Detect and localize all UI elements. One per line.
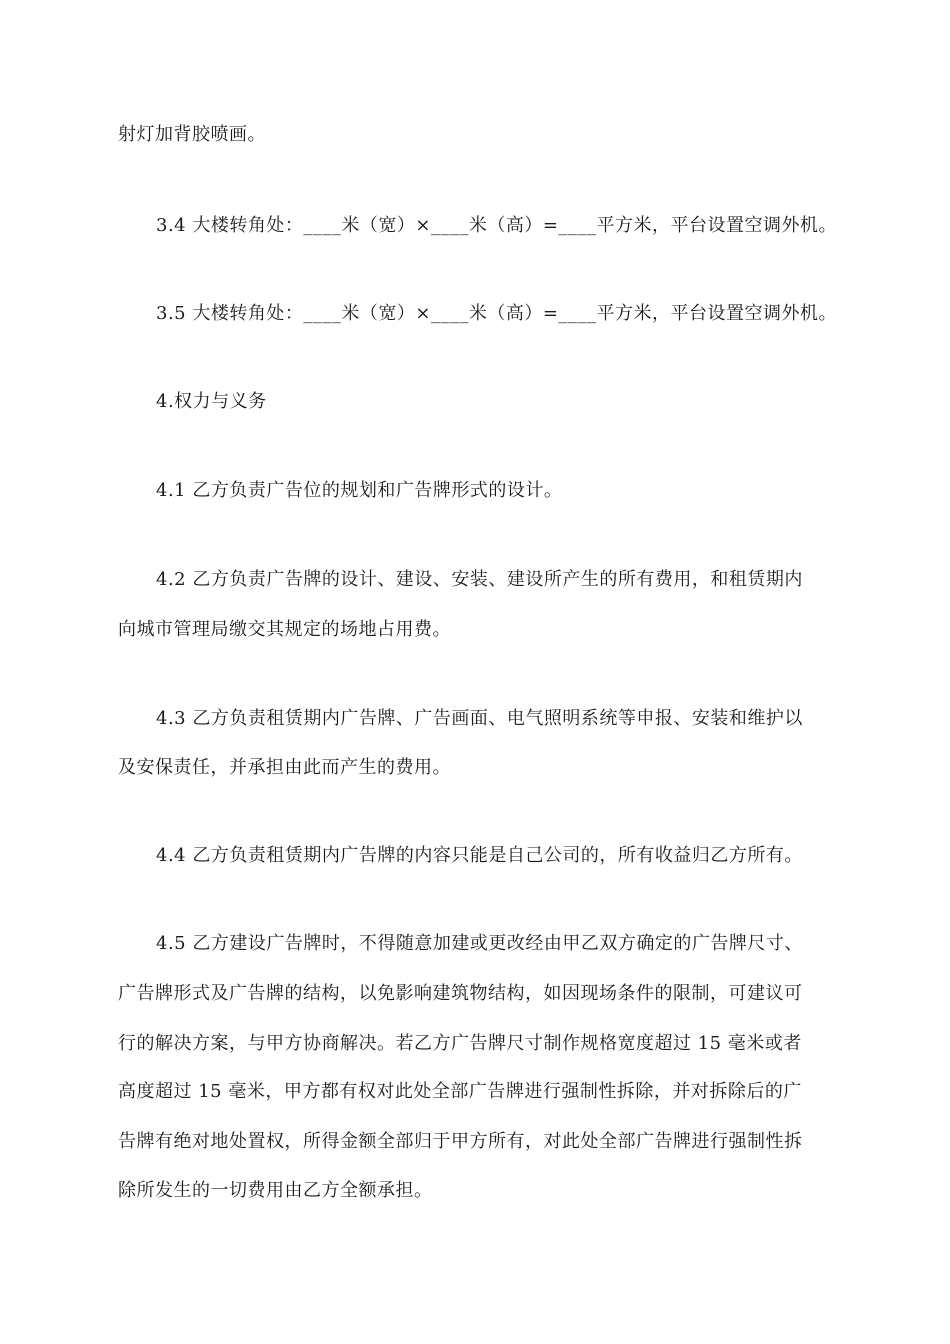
text-line: 4.5 乙方建设广告牌时，不得随意加建或更改经由甲乙双方确定的广告牌尺寸、 bbox=[156, 933, 803, 954]
text-line: 3.5 大楼转角处：____米（宽）×____米（高）=____平方米，平台设置空调外机。 bbox=[156, 303, 838, 324]
text-line: 4.3 乙方负责租赁期内广告牌、广告画面、电气照明系统等申报、安装和维护以 bbox=[156, 708, 803, 729]
text-line: 行的解决方案，与甲方协商解决。若乙方广告牌尺寸制作规格宽度超过 15 毫米或者 bbox=[118, 1033, 802, 1054]
text-line: 高度超过 15 毫米，甲方都有权对此处全部广告牌进行强制性拆除，并对拆除后的广 bbox=[118, 1081, 802, 1102]
text-line: 3.4 大楼转角处：____米（宽）×____米（高）=____平方米，平台设置空调外机。 bbox=[156, 215, 838, 236]
section-heading: 4.权力与义务 bbox=[156, 391, 267, 412]
text-line: 告牌有绝对地处置权，所得金额全部归于甲方所有，对此处全部广告牌进行强制性拆 bbox=[118, 1131, 803, 1152]
text-line: 4.1 乙方负责广告位的规划和广告牌形式的设计。 bbox=[156, 480, 563, 501]
text-line: 4.4 乙方负责租赁期内广告牌的内容只能是自己公司的，所有收益归乙方所有。 bbox=[156, 845, 803, 866]
text-line: 向城市管理局缴交其规定的场地占用费。 bbox=[118, 619, 451, 640]
text-line: 4.2 乙方负责广告牌的设计、建设、安装、建设所产生的所有费用，和租赁期内 bbox=[156, 569, 803, 590]
text-line: 除所发生的一切费用由乙方全额承担。 bbox=[118, 1180, 433, 1201]
text-line: 及安保责任，并承担由此而产生的费用。 bbox=[118, 757, 451, 778]
text-line: 射灯加背胶喷画。 bbox=[118, 124, 266, 145]
text-line: 广告牌形式及广告牌的结构，以免影响建筑物结构，如因现场条件的限制，可建议可 bbox=[118, 983, 803, 1004]
